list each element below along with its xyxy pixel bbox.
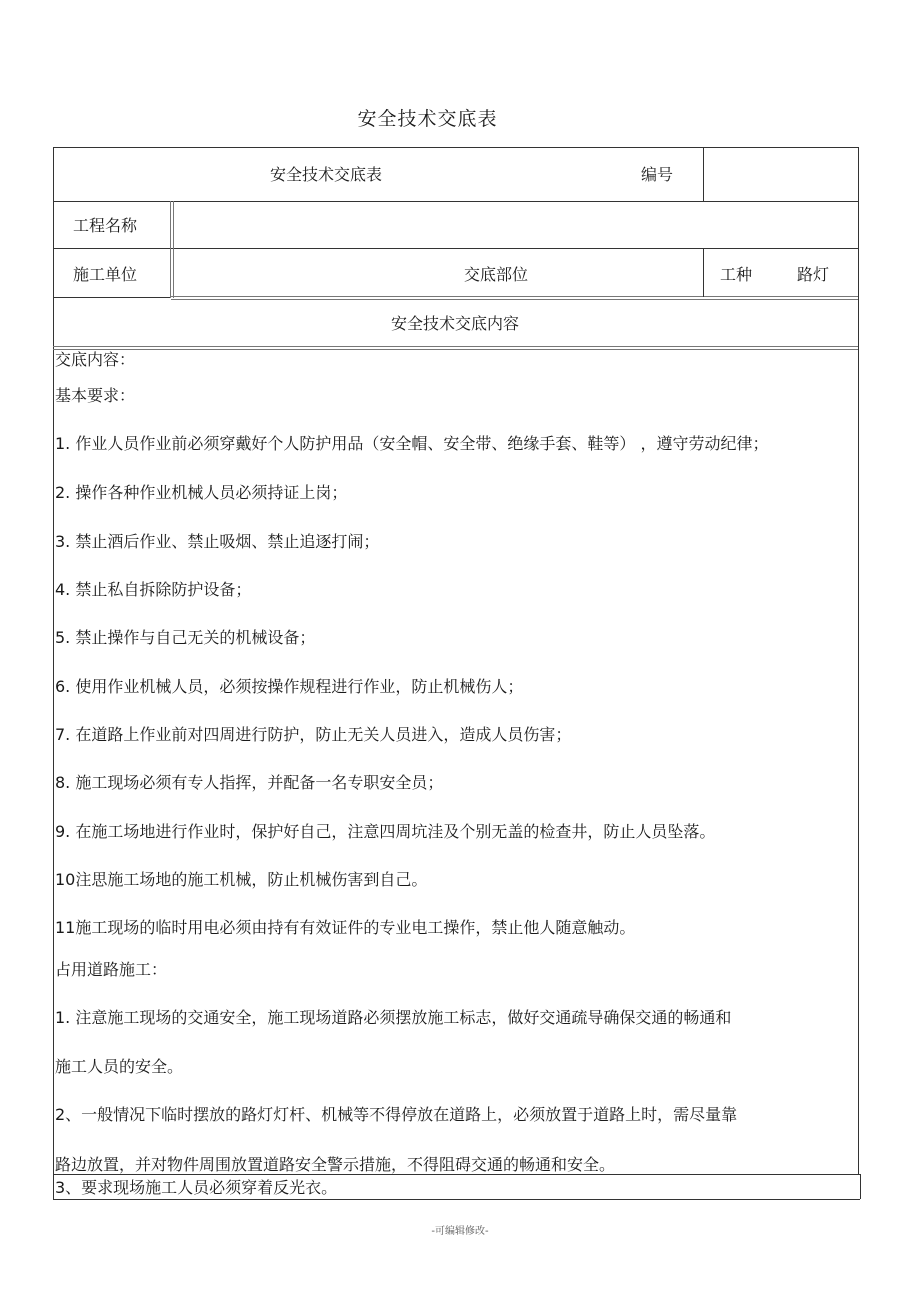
document-title: 安全技术交底表: [357, 108, 498, 130]
list-item: 4. 禁止私自拆除防护设备；: [55, 580, 252, 599]
road-item-3: 3、要求现场施工人员必须穿着反光衣。: [55, 1178, 338, 1197]
basic-requirements-heading: 基本要求：: [55, 386, 136, 405]
road-item-1-line-2: 施工人员的安全。: [55, 1057, 184, 1076]
header-row-title: 安全技术交底表: [270, 165, 383, 184]
last-row-right-border: [860, 1174, 861, 1199]
road-item-1-line-1: 1. 注意施工现场的交通安全，施工现场道路必须摆放施工标志，做好交通疏导确保交通的畅通和: [55, 1008, 732, 1027]
list-item: 7. 在道路上作业前对四周进行防护，防止无关人员进入，造成人员伤害；: [55, 725, 572, 744]
content-heading: 安全技术交底内容: [390, 314, 519, 333]
table-right-border: [858, 147, 859, 1174]
table-left-border: [53, 147, 54, 1199]
intro-line: 交底内容：: [55, 350, 136, 369]
construction-unit-label: 施工单位: [73, 265, 138, 284]
table-top-border: [53, 147, 858, 148]
row-divider: [53, 297, 171, 298]
list-item: 10注思施工场地的施工机械，防止机械伤害到自己。: [55, 870, 428, 889]
list-item: 1. 作业人员作业前必须穿戴好个人防护用品（安全帽、安全带、绝缘手套、鞋等） ，遵守劳动纪律；: [55, 434, 769, 453]
disclosure-part-label: 交底部位: [464, 265, 529, 284]
col-divider: [703, 248, 704, 297]
disclosure-table: [53, 147, 858, 1199]
road-item-2-line-1: 2、一般情况下临时摆放的路灯灯杆、机械等不得停放在道路上，必须放置于道路上时，需尽量靠: [55, 1105, 738, 1124]
list-item: 6. 使用作业机械人员，必须按操作规程进行作业，防止机械伤人；: [55, 677, 524, 696]
list-item: 9. 在施工场地进行作业时，保护好自己，注意四周坑洼及个别无盖的检查井，防止人员坠落。: [55, 822, 716, 841]
list-item: 11施工现场的临时用电必须由持有有效证件的专业电工操作，禁止他人随意触动。: [55, 918, 636, 937]
trade-label: 工种: [720, 265, 753, 284]
project-name-label: 工程名称: [73, 216, 138, 235]
number-label: 编号: [641, 165, 674, 184]
table-bottom-border: [53, 1199, 860, 1200]
col-divider: [703, 147, 704, 201]
list-item: 3. 禁止酒后作业、禁止吸烟、禁止追逐打闹；: [55, 532, 380, 551]
road-occupation-heading: 占用道路施工：: [55, 960, 168, 979]
col-divider-double: [170, 201, 174, 298]
page-footer: -可编辑修改-: [431, 1226, 489, 1237]
list-item: 8. 施工现场必须有专人指挥，并配备一名专职安全员；: [55, 773, 444, 792]
row-divider-double: [171, 296, 858, 300]
row-divider-double: [53, 346, 858, 350]
road-item-2-line-2: 路边放置，并对物件周围放置道路安全警示措施，不得阻碍交通的畅通和安全。: [55, 1155, 616, 1174]
list-item: 5. 禁止操作与自己无关的机械设备；: [55, 628, 316, 647]
list-item: 2. 操作各种作业机械人员必须持证上岗；: [55, 483, 348, 502]
trade-value: 路灯: [797, 265, 830, 284]
